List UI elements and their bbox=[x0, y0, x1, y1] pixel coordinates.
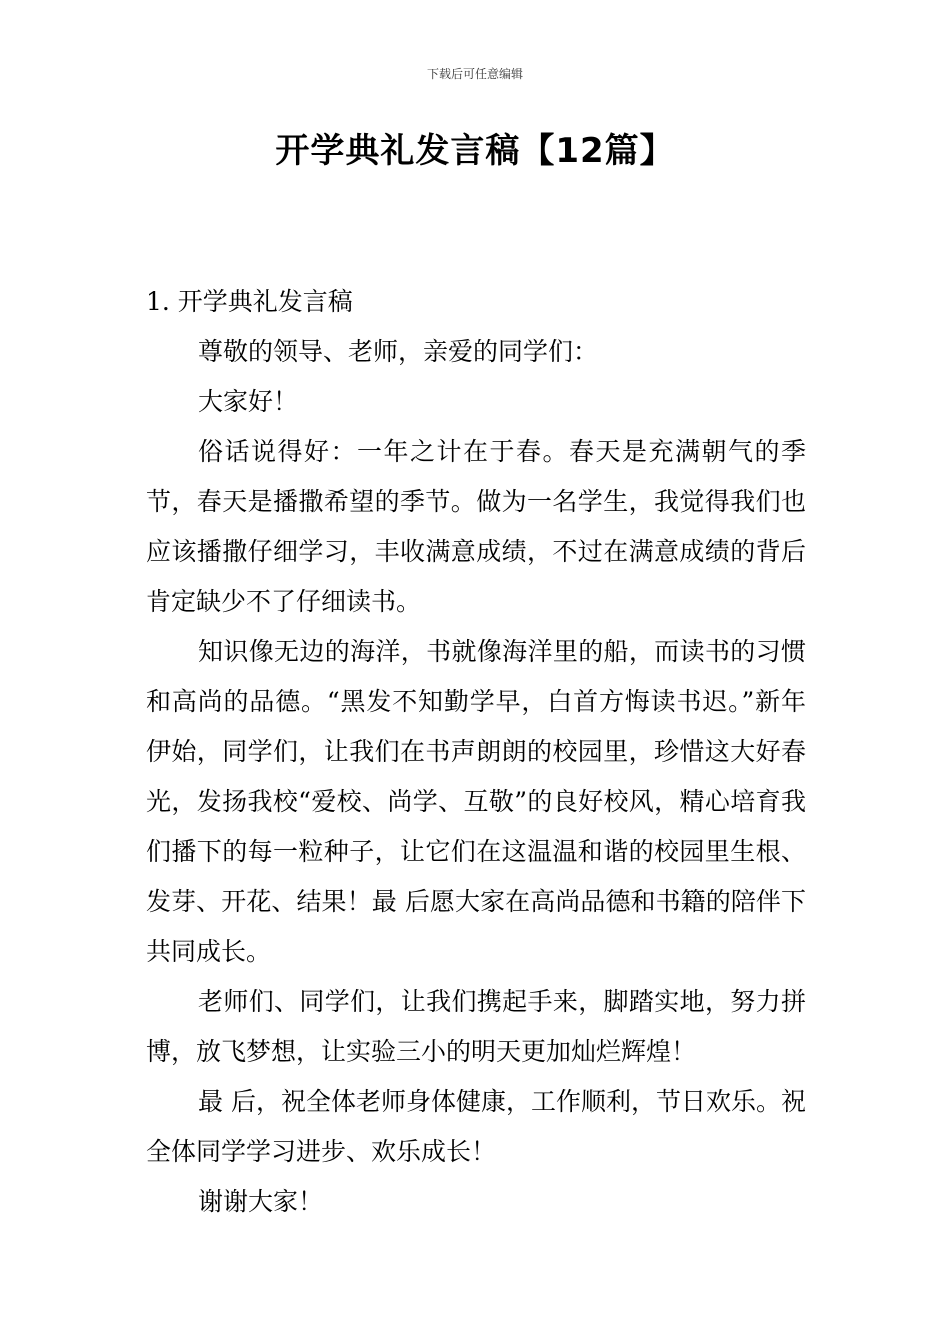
body-paragraph: 俗话说得好：一年之计在于春。春天是充满朝气的季节，春天是播撒希望的季节。做为一名学生，我觉得我们也应该播撒仔细学习，丰收满意成绩，不过在满意成绩的背后肯定缺少不了仔细读书。 bbox=[146, 437, 806, 616]
salutation-paragraph: 尊敬的领导、老师，亲爱的同学们： bbox=[198, 337, 599, 366]
body-paragraph: 知识像无边的海洋，书就像海洋里的船，而读书的习惯和高尚的品德。“黑发不知勤学早，白首方悔读书迟。”新年伊始，同学们，让我们在书声朗朗的校园里，珍惜这大好春光，发扬我校“爱校、尚学、互敬”的良好校风，精心培育我们播下的每一粒种子，让它们在这温温和谐的校园里生根、发芽、开花、结果！最 后愿大家在高尚品德和书籍的陪伴下共同成长。 bbox=[146, 637, 806, 966]
thanks-paragraph: 谢谢大家！ bbox=[198, 1187, 324, 1216]
header-note: 下载后可任意编辑 bbox=[426, 67, 523, 81]
section-heading: 1. 开学典礼发言稿 bbox=[146, 287, 353, 316]
document-title: 开学典礼发言稿【12篇】 bbox=[275, 131, 675, 171]
closing-paragraph: 最 后，祝全体老师身体健康，工作顺利，节日欢乐。祝全体同学学习进步、欢乐成长！ bbox=[146, 1087, 806, 1166]
greeting-paragraph: 大家好！ bbox=[198, 387, 299, 416]
body-paragraph: 老师们、同学们，让我们携起手来，脚踏实地，努力拼博，放飞梦想，让实验三小的明天更加灿烂辉煌！ bbox=[146, 987, 806, 1066]
document-body bbox=[146, 277, 806, 1227]
